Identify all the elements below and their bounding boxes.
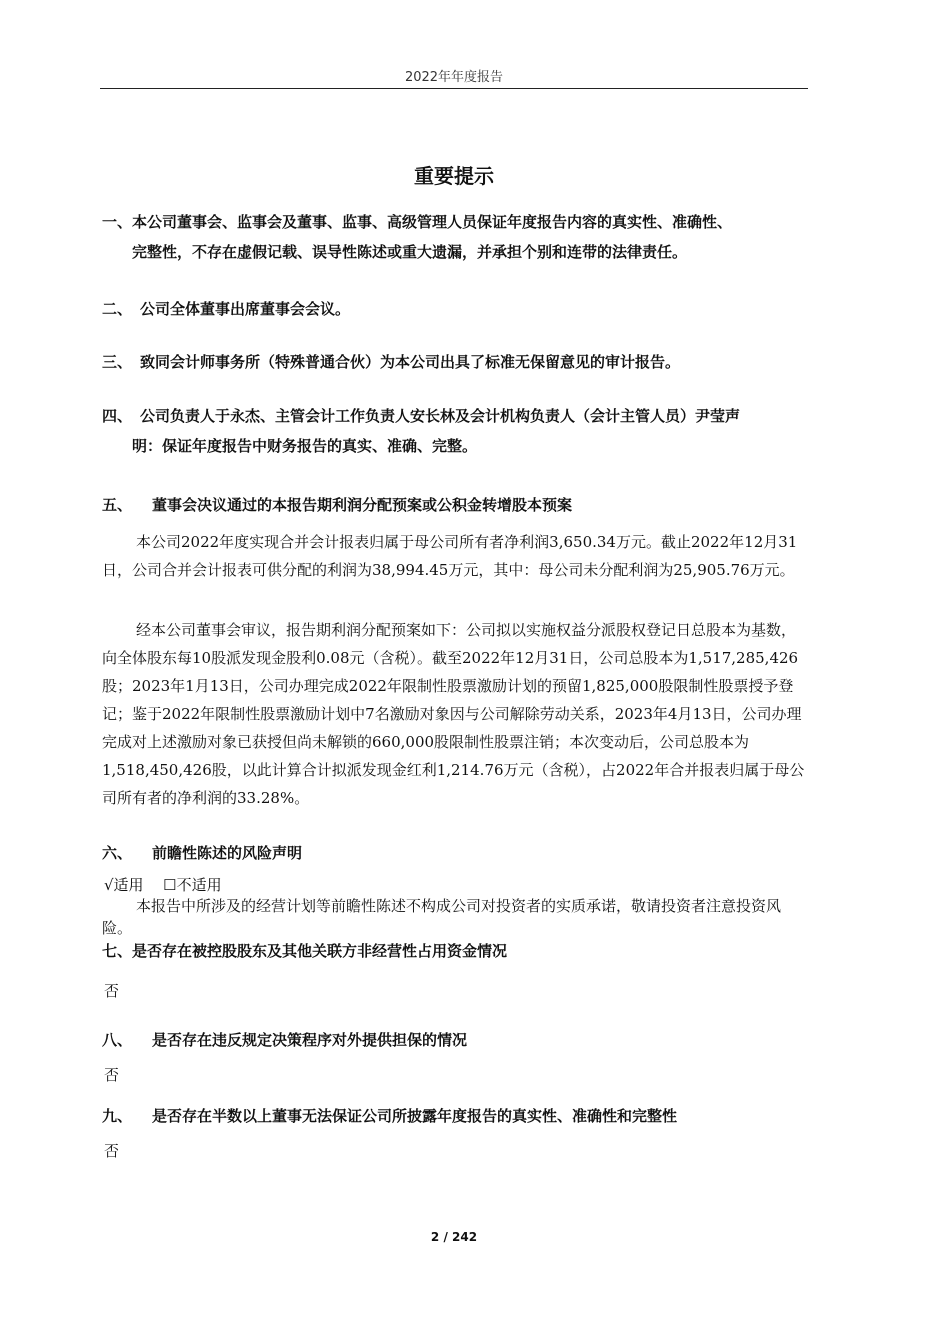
paragraph-text: 本报告中所涉及的经营计划等前瞻性陈述不构成公司对投资者的实质承诺，敬请投资者注意投资风险。 xyxy=(102,897,782,937)
section-text: 是否存在半数以上董事无法保证公司所披露年度报告的真实性、准确性和完整性 xyxy=(152,1107,678,1125)
section-text: 本公司董事会、监事会及董事、监事、高级管理人员保证年度报告内容的真实性、准确性、 xyxy=(132,213,733,231)
section-number: 八、 xyxy=(102,1031,133,1049)
section-text: 致同会计师事务所（特殊普通合伙）为本公司出具了标准无保留意见的审计报告。 xyxy=(140,353,681,371)
profit-paragraph-1 xyxy=(102,528,810,584)
section-number: 二、 xyxy=(102,300,133,318)
section-8-answer: 否 xyxy=(104,1066,120,1084)
applicable-checked: √适用 xyxy=(104,876,144,894)
header-divider xyxy=(100,88,808,89)
section-number: 七、 xyxy=(102,942,133,960)
section-text: 公司负责人于永杰、主管会计工作负责人安长林及会计机构负责人（会计主管人员）尹莹声 xyxy=(140,407,741,425)
paragraph-text: 经本公司董事会审议，报告期利润分配预案如下：公司拟以实施权益分派股权登记日总股本为基数，向全体股东每10股派发现金股利0.08元（含税）。截至2022年12月31日，公司总股本为1,517,285,426 股；2023年1月13日，公司办理完成2022年限制性股票激励计划的预留1,825,000股限制性股票授予登记；鉴于2022年限制性股票激励计划中7名激励对象因与公司解除劳动关系，2023年4月13日，公司办理完成对上述激励对象已获授但尚未解锁的660,000股限制性股票注销；本次变动后，公司总股本为1,518,450,426股，以此计算合计拟派发现金红利1,214.76万元（含税），占2022年合并报表归属于母公司所有者的净利润的33.28%。 xyxy=(102,621,805,807)
page-header-title: 2022年年度报告 xyxy=(404,70,504,85)
section-text: 公司全体董事出席董事会会议。 xyxy=(140,300,351,318)
section-number: 五、 xyxy=(102,496,133,514)
section-number: 四、 xyxy=(102,407,133,425)
section-7 xyxy=(102,936,810,966)
section-6 xyxy=(102,838,810,868)
not-applicable-unchecked: ☐不适用 xyxy=(163,876,222,894)
section-1 xyxy=(102,207,810,267)
section-number: 六、 xyxy=(102,844,133,862)
section-9 xyxy=(102,1101,810,1131)
section-number: 一、 xyxy=(102,213,133,231)
section-text-continued: 明：保证年度报告中财务报告的真实、准确、完整。 xyxy=(132,437,478,455)
profit-paragraph-2 xyxy=(102,616,810,812)
paragraph-text: 本公司2022年度实现合并会计报表归属于母公司所有者净利润3,650.34万元。截止2022年12月31日，公司合并会计报表可供分配的利润为38,994.45万元，其中：母公司未分配利润为25,905.76万元。 xyxy=(102,533,798,579)
page-title: 重要提示 xyxy=(414,164,494,188)
section-text: 前瞻性陈述的风险声明 xyxy=(152,844,303,862)
section-4 xyxy=(102,401,810,461)
section-text: 是否存在被控股股东及其他关联方非经营性占用资金情况 xyxy=(132,942,508,960)
section-number: 九、 xyxy=(102,1107,133,1125)
section-text: 是否存在违反规定决策程序对外提供担保的情况 xyxy=(152,1031,468,1049)
section-8 xyxy=(102,1025,810,1055)
section-5 xyxy=(102,490,810,520)
section-2 xyxy=(102,294,810,324)
section-text: 董事会决议通过的本报告期利润分配预案或公积金转增股本预案 xyxy=(152,496,573,514)
page-number: 2 / 242 xyxy=(430,1230,478,1244)
section-7-answer: 否 xyxy=(104,982,120,1000)
section-3 xyxy=(102,347,810,377)
section-9-answer: 否 xyxy=(104,1142,120,1160)
risk-paragraph xyxy=(102,895,810,939)
section-text-continued: 完整性，不存在虚假记载、误导性陈述或重大遗漏，并承担个别和连带的法律责任。 xyxy=(132,243,688,261)
section-number: 三、 xyxy=(102,353,133,371)
applicability-options xyxy=(104,874,222,895)
